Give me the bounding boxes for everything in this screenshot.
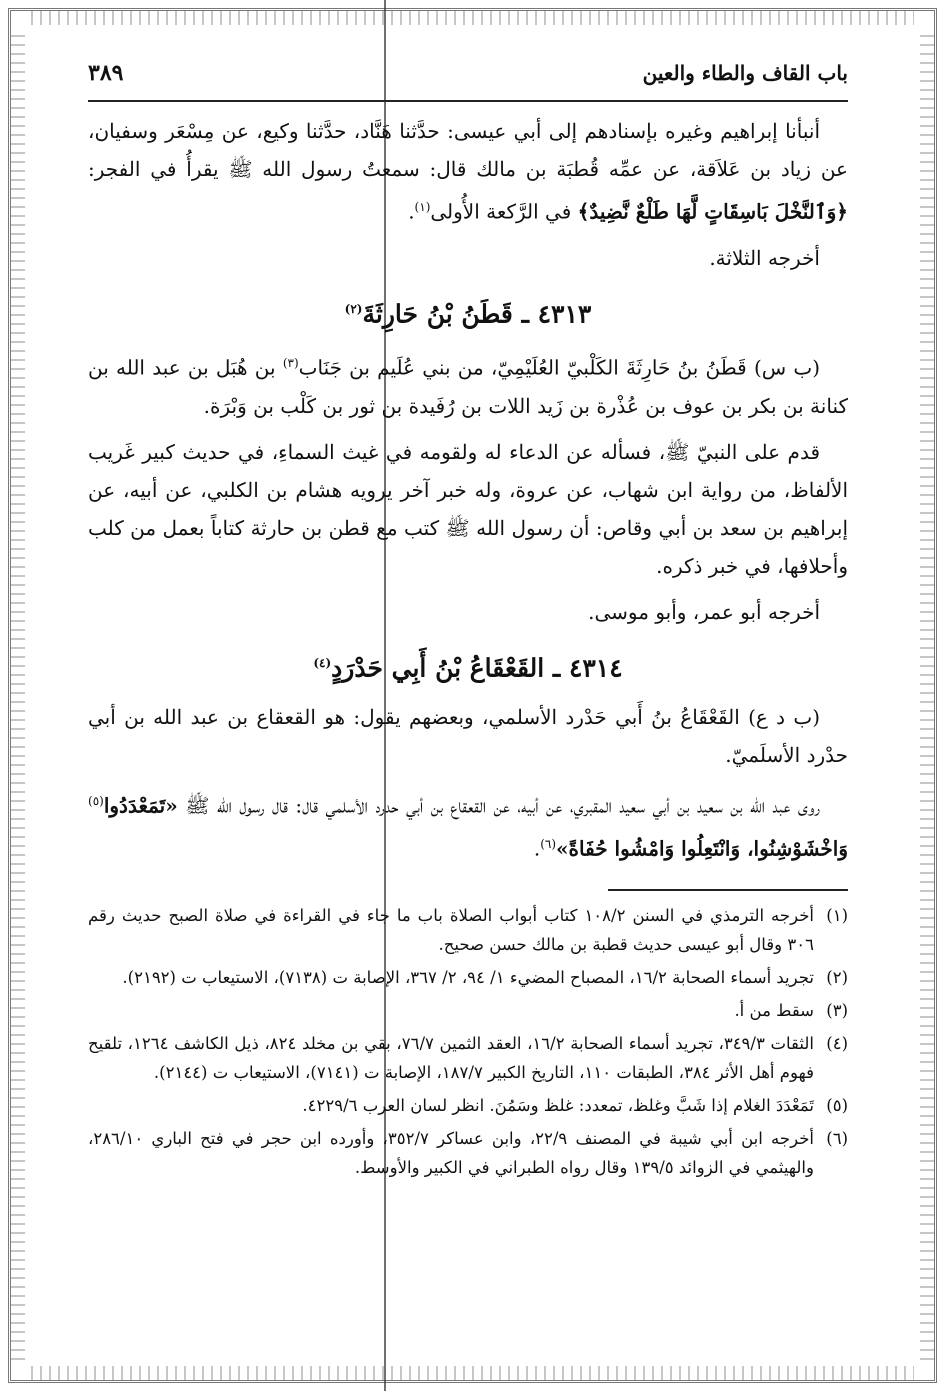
footnote-item: (٦) أخرجه ابن أبي شيبة في المصنف ٢٢/٩، وابن عساكر ٣٥٢/٧، وأورده ابن حجر في فتح الباري ٢٨٦/١٠، والهيثمي في الزوائد ١٣٩/٥ وقال رواه الطبراني في الكبير والأوسط. xyxy=(88,1129,848,1178)
entry-title-4313: ٤٣١٣ ـ قَطَنُ بْنُ حَارِثَةَ$^{(٢)}$ xyxy=(344,298,592,328)
frame-ornament-right xyxy=(920,31,934,1360)
paragraph-narration: روى عبد الله بن سعيد بن أبي سعيد المقبري، عن أبيه، عن القعقاع بن أبي حدرد الأسلمي قال: قال رسول الله ﷺ «تَمَعْدَدُوا$^{(٥)}$ وَاخْشَوْشِنُوا، وَانْتَعِلُوا وَامْشُوا حُفَاةً»$^{(٦)}$. xyxy=(88,793,848,861)
footnote-ref-5: (٥) xyxy=(88,793,104,808)
footnote-item: (٣) سقط من أ. xyxy=(734,1001,848,1021)
footnote-ref-2: (٢) xyxy=(344,301,363,316)
footnote-ref-4: (٤) xyxy=(313,655,332,670)
footnotes xyxy=(88,901,848,1182)
footnote-ref-6: (٦) xyxy=(540,836,557,851)
paragraph-name: (ب د ع) القَعْقَاعُ بنُ أَبي حَدْرد الأسلمي، وبعضهم يقول: هو القعقاع بن عبد الله بن أبي حدْرد الأسلَميّ. xyxy=(88,704,848,767)
footnote-divider xyxy=(608,889,848,891)
paragraph-lineage: (ب س) قَطَنُ بنُ حَارِثَةَ الكَلْبيّ العُلَيْمِيّ، من بني عُلَيم بن جَنَاب$^{(٣)}$ بن هُبَل بن عبد الله بن كنانة بن بكر بن عوف بن عُذْرة بن زَيد اللات بن رُفَيدة بن ثور بن كَلْب بن وَبْرَة. xyxy=(88,355,848,418)
running-head xyxy=(88,60,848,102)
main-text xyxy=(88,112,848,867)
quran-verse: ﴿وَٱلنَّخْلَ بَاسِقَاتٍ لَّهَا طَلْعٌ نَّضِيدٌ﴾ xyxy=(577,199,848,224)
hadith-quote-1: «تَمَعْدَدُوا xyxy=(103,793,178,818)
paragraph-hadith-chain: أنبأنا إبراهيم وغيره بإسنادهم إلى أبي عيسى: حدَّثنا هَنَّاد، حدَّثنا وكيع، عن مِسْعَر وسفيان، عن زياد بن عَلاَقة، عن عمِّه قُطبَة بن مالك قال: سمعتُ رسول الله ﷺ يقرأُ في الفجر: ﴿وَٱلنَّخْلَ بَاسِقَاتٍ لَّهَا طَلْعٌ نَّضِيدٌ﴾ في الرَّكعة الأُولى$^{(١)}$. xyxy=(88,119,848,224)
footnote-item: (٢) تجريد أسماء الصحابة ١٦/٢، المصباح المضيء ١/ ٩٤، ٢/ ٣٦٧، الإصابة ت (٧١٣٨)، الاستيعاب ت (٢١٩٢). xyxy=(122,968,848,988)
paragraph-takhrij: أخرجه الثلاثة. xyxy=(709,245,820,270)
footnote-item: (١) أخرجه الترمذي في السنن ١٠٨/٢ كتاب أبواب الصلاة باب ما جاء في القراءة في صلاة الصبح حديث رقم ٣٠٦ وقال أبو عيسى حديث قطبة بن مالك حسن صحيح. xyxy=(88,906,848,955)
entry-title-4314: ٤٣١٤ ـ القَعْقَاعُ بْنُ أَبِي حَدْرَدٍ$^{(٤)}$ xyxy=(313,652,623,682)
frame-ornament-bottom xyxy=(31,1366,914,1380)
running-title: باب القاف والطاء والعين xyxy=(642,61,848,85)
footnote-ref-3: (٣) xyxy=(282,355,299,370)
frame-ornament-top xyxy=(31,11,914,25)
frame-ornament-left xyxy=(11,31,25,1360)
page xyxy=(88,60,848,1186)
footnote-ref-1: (١) xyxy=(414,200,431,214)
paragraph-biography: قدم على النبيّ ﷺ، فسأله عن الدعاء له ولقومه في غيث السماءِ، في حديث كبير غَريب الألفاظ، من رواية ابن شهاب، عن عروة، وله خبر آخر يرويه هشام بن الكلبي، عن أبيه، عن إبراهيم بن سعد بن أبي وقاص: أن رسول الله ﷺ كتب مع قطن بن حارثة كتاباً بعمل من كلب وأحلافها، في خبر ذكره. xyxy=(88,439,848,578)
page-number: ٣٨٩ xyxy=(88,60,124,86)
footnote-item: (٥) تَمَعْدَدَ الغلام إذا شَبَّ وغلظ، تمعدد: غلظ وسَمُنَ. انظر لسان العرب ٤٢٢٩/٦. xyxy=(302,1096,848,1116)
hadith-quote-2: وَاخْشَوْشِنُوا، وَانْتَعِلُوا وَامْشُوا حُفَاةً» xyxy=(556,836,848,861)
paragraph-takhrij-2: أخرجه أبو عمر، وأبو موسى. xyxy=(588,599,820,624)
footnote-item: (٤) الثقات ٣٤٩/٣، تجريد أسماء الصحابة ١٦/٢، العقد الثمين ٧٦/٧، بقي بن مخلد ٨٢٤، ذيل الكاشف ١٢٦٤، تلقيح فهوم أهل الأثر ٣٨٤، الطبقات ١١٠، التاريخ الكبير ١٨٧/٧، الإصابة ت (٧١٤١)، الاستيعاب ت (٢١٤٤). xyxy=(88,1034,848,1083)
